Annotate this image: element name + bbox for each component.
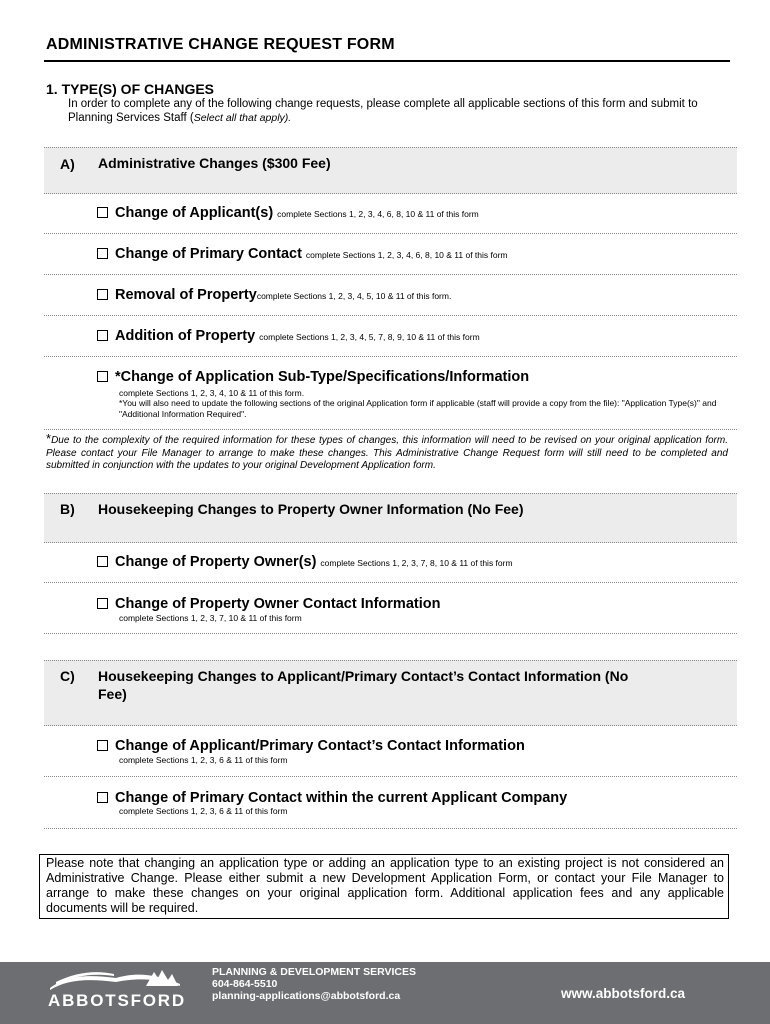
section-b-letter: B)	[60, 501, 75, 517]
title-rule	[44, 60, 730, 62]
section-a-label: Administrative Changes ($300 Fee)	[98, 155, 331, 171]
divider	[44, 274, 737, 275]
option-note: complete Sections 1, 2, 3, 4, 5, 10 & 11 of this form.	[256, 291, 452, 301]
option-change-of-applicant[interactable]	[97, 205, 479, 221]
option-note: complete Sections 1, 2, 3, 4, 10 & 11 of this form.	[119, 388, 305, 398]
checkbox[interactable]	[97, 740, 108, 751]
footer-phone: 604-864-5510	[212, 978, 278, 990]
checkbox[interactable]	[97, 371, 108, 382]
checkbox[interactable]	[97, 792, 108, 803]
option-label: Change of Applicant(s)	[115, 205, 274, 221]
section-title: 1. TYPE(S) OF CHANGES	[46, 81, 215, 97]
checkbox[interactable]	[97, 330, 108, 341]
option-label: Change of Applicant/Primary Contact’s Contact Information	[115, 738, 525, 754]
checkbox[interactable]	[97, 556, 108, 567]
divider	[44, 356, 737, 357]
footnote-star: *	[46, 431, 52, 446]
checkbox[interactable]	[97, 289, 108, 300]
option-change-of-primary-contact-within-company[interactable]	[97, 790, 567, 806]
option-change-of-property-owner-contact[interactable]	[97, 596, 440, 612]
checkbox[interactable]	[97, 248, 108, 259]
footnote	[46, 433, 728, 473]
notice-box: Please note that changing an application type or adding an application type to an existing project is not considered an Administrative Change. Please either submit a new Development Application Form, or contact your File Manager to arrange to make these changes on your original application form. Additional application fees and any applicable documents will be required.	[39, 854, 729, 919]
divider	[44, 776, 737, 777]
option-note: complete Sections 1, 2, 3, 4, 6, 8, 10 & 11 of this form	[277, 209, 479, 219]
footnote-text: Due to the complexity of the required information for these types of changes, this information will need to be revised on your original application form. Please contact your File Manager to arrange to make these changes. This Administrative Change Request form will still need to be completed and submitted in conjunction with the updates to your original Development Application form.	[46, 435, 728, 471]
option-subnote: *You will also need to update the following sections of the original Application form if applicable (staff will provide a copy from the file): "Application Type(s)" and "Additional Information Required".	[119, 398, 717, 419]
option-note: complete Sections 1, 2, 3, 4, 6, 8, 10 & 11 of this form	[305, 250, 508, 260]
option-label: Removal of Property	[115, 287, 257, 303]
option-label: Change of Primary Contact within the current Applicant Company	[115, 790, 568, 806]
checkbox[interactable]	[97, 207, 108, 218]
footer-contact	[212, 966, 416, 1002]
option-note: complete Sections 1, 2, 3, 7, 10 & 11 of this form	[119, 613, 302, 623]
option-change-of-primary-contact[interactable]	[97, 246, 508, 262]
footer-website[interactable]: www.abbotsford.ca	[561, 986, 686, 1001]
option-change-of-application-subtype[interactable]	[97, 369, 529, 385]
option-addition-of-property[interactable]	[97, 328, 480, 344]
option-note: complete Sections 1, 2, 3, 6 & 11 of this form	[119, 806, 288, 816]
intro-italic: Select all that apply).	[193, 112, 292, 124]
divider	[44, 828, 737, 829]
section-c-letter: C)	[60, 668, 75, 684]
divider	[44, 233, 737, 234]
option-change-of-property-owner[interactable]	[97, 554, 513, 570]
section-a-letter: A)	[60, 156, 75, 172]
option-note: complete Sections 1, 2, 3, 4, 5, 7, 8, 9, 10 & 11 of this form	[259, 332, 480, 342]
section-b-label: Housekeeping Changes to Property Owner Information (No Fee)	[98, 501, 524, 517]
divider	[44, 315, 737, 316]
footer-email[interactable]: planning-applications@abbotsford.ca	[212, 990, 401, 1002]
divider	[44, 429, 737, 430]
option-label: Change of Primary Contact	[115, 246, 302, 262]
option-label: Change of Property Owner Contact Information	[115, 596, 441, 612]
section-c-label: Housekeeping Changes to Applicant/Primary Contact’s Contact Information (No Fee)	[98, 668, 629, 702]
option-note: complete Sections 1, 2, 3, 7, 8, 10 & 11 of this form	[320, 558, 513, 568]
option-label: Addition of Property	[115, 328, 256, 344]
abbotsford-logo-icon	[46, 966, 186, 992]
option-note: complete Sections 1, 2, 3, 6 & 11 of this form	[119, 755, 288, 765]
logo-text: ABBOTSFORD	[48, 991, 186, 1010]
option-label: Change of Property Owner(s)	[115, 554, 317, 570]
option-label: *Change of Application Sub-Type/Specifications/Information	[115, 369, 530, 385]
intro-main: In order to complete any of the following change requests, please complete all applicable sections of this form and submit to Planning Services Staff (	[68, 98, 698, 124]
footer-department: PLANNING & DEVELOPMENT SERVICES	[212, 966, 417, 978]
checkbox[interactable]	[97, 598, 108, 609]
intro-text	[68, 97, 728, 125]
divider	[44, 633, 737, 634]
option-removal-of-property[interactable]	[97, 287, 451, 303]
divider	[44, 582, 737, 583]
form-title: ADMINISTRATIVE CHANGE REQUEST FORM	[46, 36, 395, 53]
option-change-of-applicant-contact-info[interactable]	[97, 738, 525, 754]
